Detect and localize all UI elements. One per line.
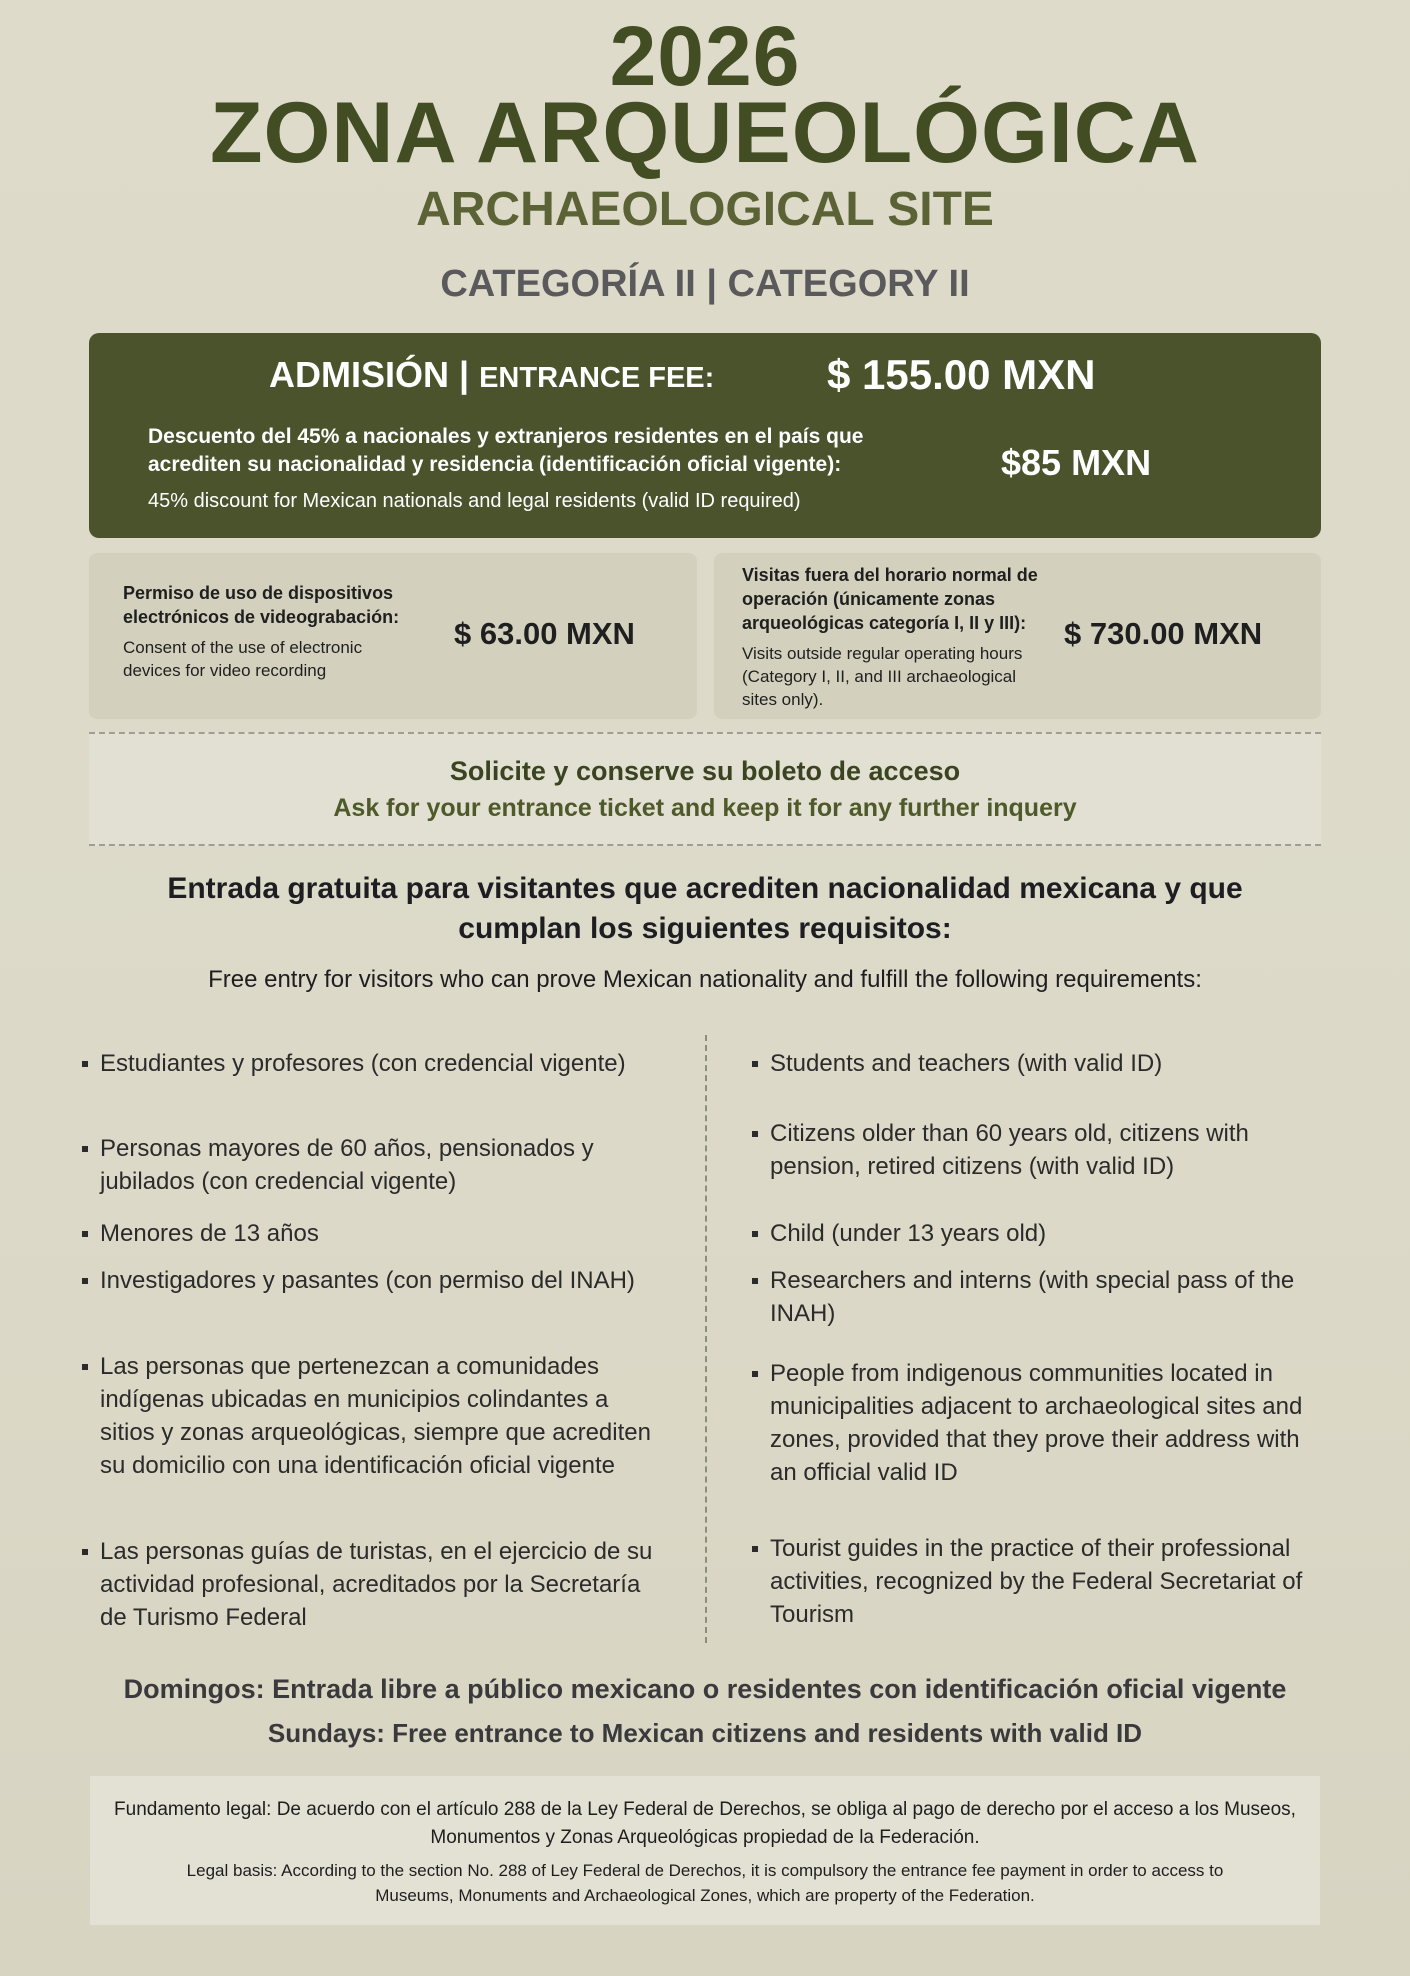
admission-label-es: ADMISIÓN | [269, 354, 480, 395]
requirement-item-en [750, 1357, 1330, 1489]
requirement-text: Estudiantes y profesores (con credencial vigente) [100, 1050, 626, 1077]
requirement-item-es [80, 1132, 660, 1198]
requirement-item-en [750, 1047, 1330, 1080]
requirement-text: Personas mayores de 60 años, pensionados y jubilados (con credencial vigente) [100, 1135, 594, 1195]
site-title-es: ZONA ARQUEOLÓGICA [209, 85, 1201, 181]
video-permit-es: Permiso de uso de dispositivos electrónicos de videograbación: [123, 583, 400, 627]
column-divider [705, 1035, 707, 1643]
requirement-item-en [750, 1117, 1330, 1183]
discount-price: $85 MXN [1001, 442, 1152, 483]
bullet-icon [752, 1278, 758, 1284]
requirement-text: Las personas guías de turistas, en el ejercicio de su actividad profesional, acreditados por la Secretaría de Turismo Federal [100, 1538, 653, 1631]
category-label: CATEGORÍA II | CATEGORY II [440, 263, 970, 305]
bullet-icon [752, 1546, 758, 1552]
admission-label [269, 353, 714, 400]
video-permit-card [89, 553, 697, 719]
requirement-text: Las personas que pertenezcan a comunidades indígenas ubicadas en municipios colindantes a sitios y zonas arqueológicas, siempre que acrediten su domicilio con una identificación oficial vigente [100, 1353, 651, 1479]
discount-text-es: Descuento del 45% a nacionales y extranjeros residentes en el país que acrediten su nacionalidad y residencia (identificación oficial vigente): [148, 425, 864, 476]
bullet-icon [82, 1549, 88, 1555]
year-heading: 2026 [609, 9, 801, 103]
bullet-icon [752, 1061, 758, 1067]
legal-basis-es: Fundamento legal: De acuerdo con el artículo 288 de la Ley Federal de Derechos, se obliga al pago de derecho por el acceso a los Museos, Monumentos y Zonas Arqueológicas propiedad de la Federación. [114, 1799, 1296, 1848]
requirement-item-es [80, 1217, 660, 1250]
requirement-item-en [750, 1532, 1330, 1631]
requirement-text: Students and teachers (with valid ID) [770, 1050, 1163, 1077]
admission-box [89, 333, 1321, 538]
bullet-icon [752, 1231, 758, 1237]
requirement-text: Investigadores y pasantes (con permiso del INAH) [100, 1267, 635, 1294]
after-hours-es: Visitas fuera del horario normal de operación (únicamente zonas arqueológicas categoría I, II y III): [742, 565, 1038, 633]
video-permit-price: $ 63.00 MXN [454, 616, 635, 651]
requirement-item-es [80, 1264, 660, 1297]
requirement-item-en [750, 1264, 1330, 1330]
ticket-notice-en: Ask for your entrance ticket and keep it for any further inquery [333, 794, 1077, 822]
requirement-item-es [80, 1350, 660, 1482]
discount-text-en: 45% discount for Mexican nationals and legal residents (valid ID required) [148, 490, 801, 512]
free-entry-heading-en: Free entry for visitors who can prove Mexican nationality and fulfill the following requirements: [208, 966, 1202, 993]
bullet-icon [82, 1364, 88, 1370]
bullet-icon [752, 1371, 758, 1377]
requirement-item-es [80, 1535, 660, 1634]
bullet-icon [82, 1146, 88, 1152]
bullet-icon [82, 1061, 88, 1067]
site-title-en: ARCHAEOLOGICAL SITE [416, 183, 994, 236]
free-entry-heading-es: Entrada gratuita para visitantes que acrediten nacionalidad mexicana y que cumplan los siguientes requisitos: [167, 872, 1243, 945]
requirement-item-en [750, 1217, 1330, 1250]
requirement-item-es [80, 1047, 660, 1080]
admission-label-en: ENTRANCE FEE: [479, 362, 715, 394]
legal-basis-en: Legal basis: According to the section No. 288 of Ley Federal de Derechos, it is compulsory the entrance fee payment in order to access to Museums, Monuments and Archaeological Zones, which are property of the Federation. [186, 1861, 1224, 1905]
sunday-notice-en: Sundays: Free entrance to Mexican citizens and residents with valid ID [267, 1718, 1143, 1748]
requirement-text: Menores de 13 años [100, 1220, 319, 1247]
requirement-text: Tourist guides in the practice of their professional activities, recognized by the Federal Secretariat of Tourism [770, 1535, 1303, 1628]
bullet-icon [752, 1131, 758, 1137]
bullet-icon [82, 1231, 88, 1237]
requirement-text: People from indigenous communities located in municipalities adjacent to archaeological sites and zones, provided that they prove their address with an official valid ID [770, 1360, 1303, 1486]
admission-price: $ 155.00 MXN [827, 351, 1096, 398]
ticket-notice-es: Solicite y conserve su boleto de acceso [449, 756, 961, 786]
after-hours-en: Visits outside regular operating hours (Category I, II, and III archaeological sites only). [742, 644, 1023, 709]
legal-basis-box [90, 1776, 1320, 1925]
requirement-text: Child (under 13 years old) [770, 1220, 1047, 1247]
ticket-notice [89, 732, 1321, 846]
video-permit-en: Consent of the use of electronic devices for video recording [123, 638, 363, 680]
after-hours-card [714, 553, 1321, 719]
requirement-text: Citizens older than 60 years old, citizens with pension, retired citizens (with valid ID) [770, 1120, 1249, 1180]
bullet-icon [82, 1278, 88, 1284]
after-hours-price: $ 730.00 MXN [1064, 616, 1263, 651]
requirement-text: Researchers and interns (with special pass of the INAH) [770, 1267, 1295, 1327]
sunday-notice-es: Domingos: Entrada libre a público mexicano o residentes con identificación oficial vigente [123, 1674, 1287, 1704]
